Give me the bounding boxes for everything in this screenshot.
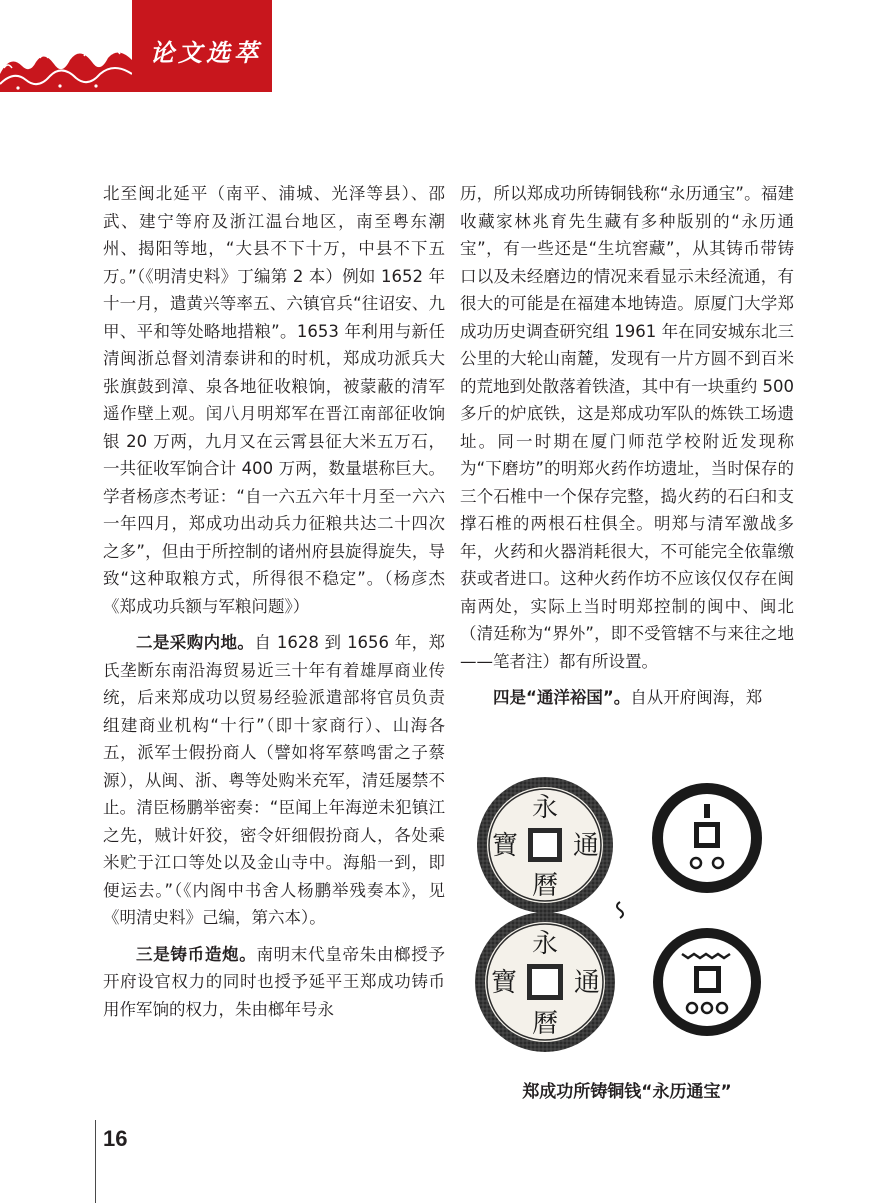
- left-text-column: [103, 180, 445, 1023]
- coin-character: 永: [531, 793, 559, 823]
- coin-character: 通: [572, 831, 600, 861]
- paragraph-text: 自从开府闽海，郑: [630, 688, 763, 707]
- paragraph: [103, 941, 445, 1024]
- coin-reverse-2: [653, 928, 761, 1036]
- page-number: 16: [103, 1126, 128, 1151]
- coin-character: 曆: [531, 1009, 559, 1039]
- paragraph-text: 自 1628 到 1656 年，郑氏垄断东南沿海贸易近三十年有着雄厚商业传统，后来郑成功以贸易经验派遣部将官员负责组建商业机构“十行”（即十家商行）、山海各五，派军士假扮商人（譬如将军蔡鸣雷之子蔡源），从闽、浙、粤等处购米充军，清廷屡禁不止。清臣杨鹏举密奏：“臣闻上年海逆未犯镇江之先，贼计奸狡，密令奸细假扮商人，各处乘米贮于江口等处以及金山寺中。海船一到，即便运去。”（《内阁中书舍人杨鹏举残奏本》，见《明清史料》己编，第六本）。: [103, 633, 446, 927]
- paragraph: 北至闽北延平（南平、浦城、光泽等县）、邵武、建宁等府及浙江温台地区，南至粤东潮州、揭阳等地，“大县不下十万，中县不下五万。”（《明清史料》丁编第 2 本）例如 1652 年十一月，遣黄兴等率五、六镇官兵“往诏安、九甲、平和等处略地措粮”。1653 年利用与新任清闽浙总督刘清泰讲和的时机，郑成功派兵大张旗鼓到漳、泉各地征收粮饷，被蒙蔽的清军遥作壁上观。闰八月明郑军在晋江南部征收饷银 20 万两，九月又在云霄县征大米五万石，一共征收军饷合计 400 万两，数量堪称巨大。学者杨彦杰考证：“自一六五六年十月至一六六一年四月，郑成功出动兵力征粮共达二十四次之多”，但由于所控制的诸州府县旋得旋失，导致“这种取粮方式，所得很不稳定”。（杨彦杰《郑成功兵额与军粮问题》）: [103, 184, 445, 616]
- coin-character: 寶: [491, 831, 519, 861]
- coin-character: 寶: [490, 968, 518, 998]
- coin-reverse-1: [652, 783, 762, 893]
- paragraph: [103, 629, 445, 932]
- coin-obverse-1: [477, 777, 613, 913]
- coin-obverse-2: [475, 912, 615, 1052]
- page-divider: [95, 1120, 96, 1203]
- section-header-tab: [132, 0, 272, 92]
- coin-character: 曆: [531, 871, 559, 901]
- figure-caption: 郑成功所铸铜钱“永历通宝”: [522, 1082, 732, 1102]
- paragraph-heading: 三是铸币造炮。: [136, 944, 257, 964]
- paragraph-heading: 二是采购内地。: [136, 633, 255, 652]
- wave-pattern-icon: [0, 44, 132, 92]
- right-text-column: [460, 180, 794, 712]
- coin-character: 永: [531, 929, 559, 959]
- section-title: 论文选萃: [150, 38, 262, 67]
- paragraph: 历，所以郑成功所铸铜钱称“永历通宝”。福建收藏家林兆育先生藏有多种版别的“永历通宝”，有一些还是“生坑窖藏”，从其铸币带铸口以及未经磨边的情况来看显示未经流通，有很大的可能是在福建本地铸造。原厦门大学郑成功历史调查研究组 1961 年在同安城东北三公里的大轮山南麓，发现有一片方圆不到百米的荒地到处散落着铁渣，其中有一块重约 500 多斤的炉底铁，这是郑成功军队的炼铁工场遗址。同一时期在厦门师范学校附近发现称为“下磨坊”的明郑火药作坊遗址，当时保存的三个石椎中一个保存完整，捣火药的石臼和支撑石椎的两根石柱俱全。明郑与清军激战多年，火药和火器消耗很大，不可能完全依靠缴获或者进口。这种火药作坊不应该仅仅存在闽南两处，实际上当时明郑控制的闽中、闽北（清廷称为“界外”，即不受管辖不与来往之地——笔者注）都有所设置。: [460, 184, 794, 671]
- coin-character: 通: [573, 968, 601, 998]
- paragraph: [460, 684, 794, 712]
- coin-figure: [460, 770, 794, 1065]
- paragraph-text: 南明末代皇帝朱由榔授予开府设官权力的同时也授予延平王郑成功铸币用作军饷的权力，朱由榔年号永: [103, 944, 446, 1019]
- paragraph-heading: 四是“通洋裕国”。: [493, 688, 631, 707]
